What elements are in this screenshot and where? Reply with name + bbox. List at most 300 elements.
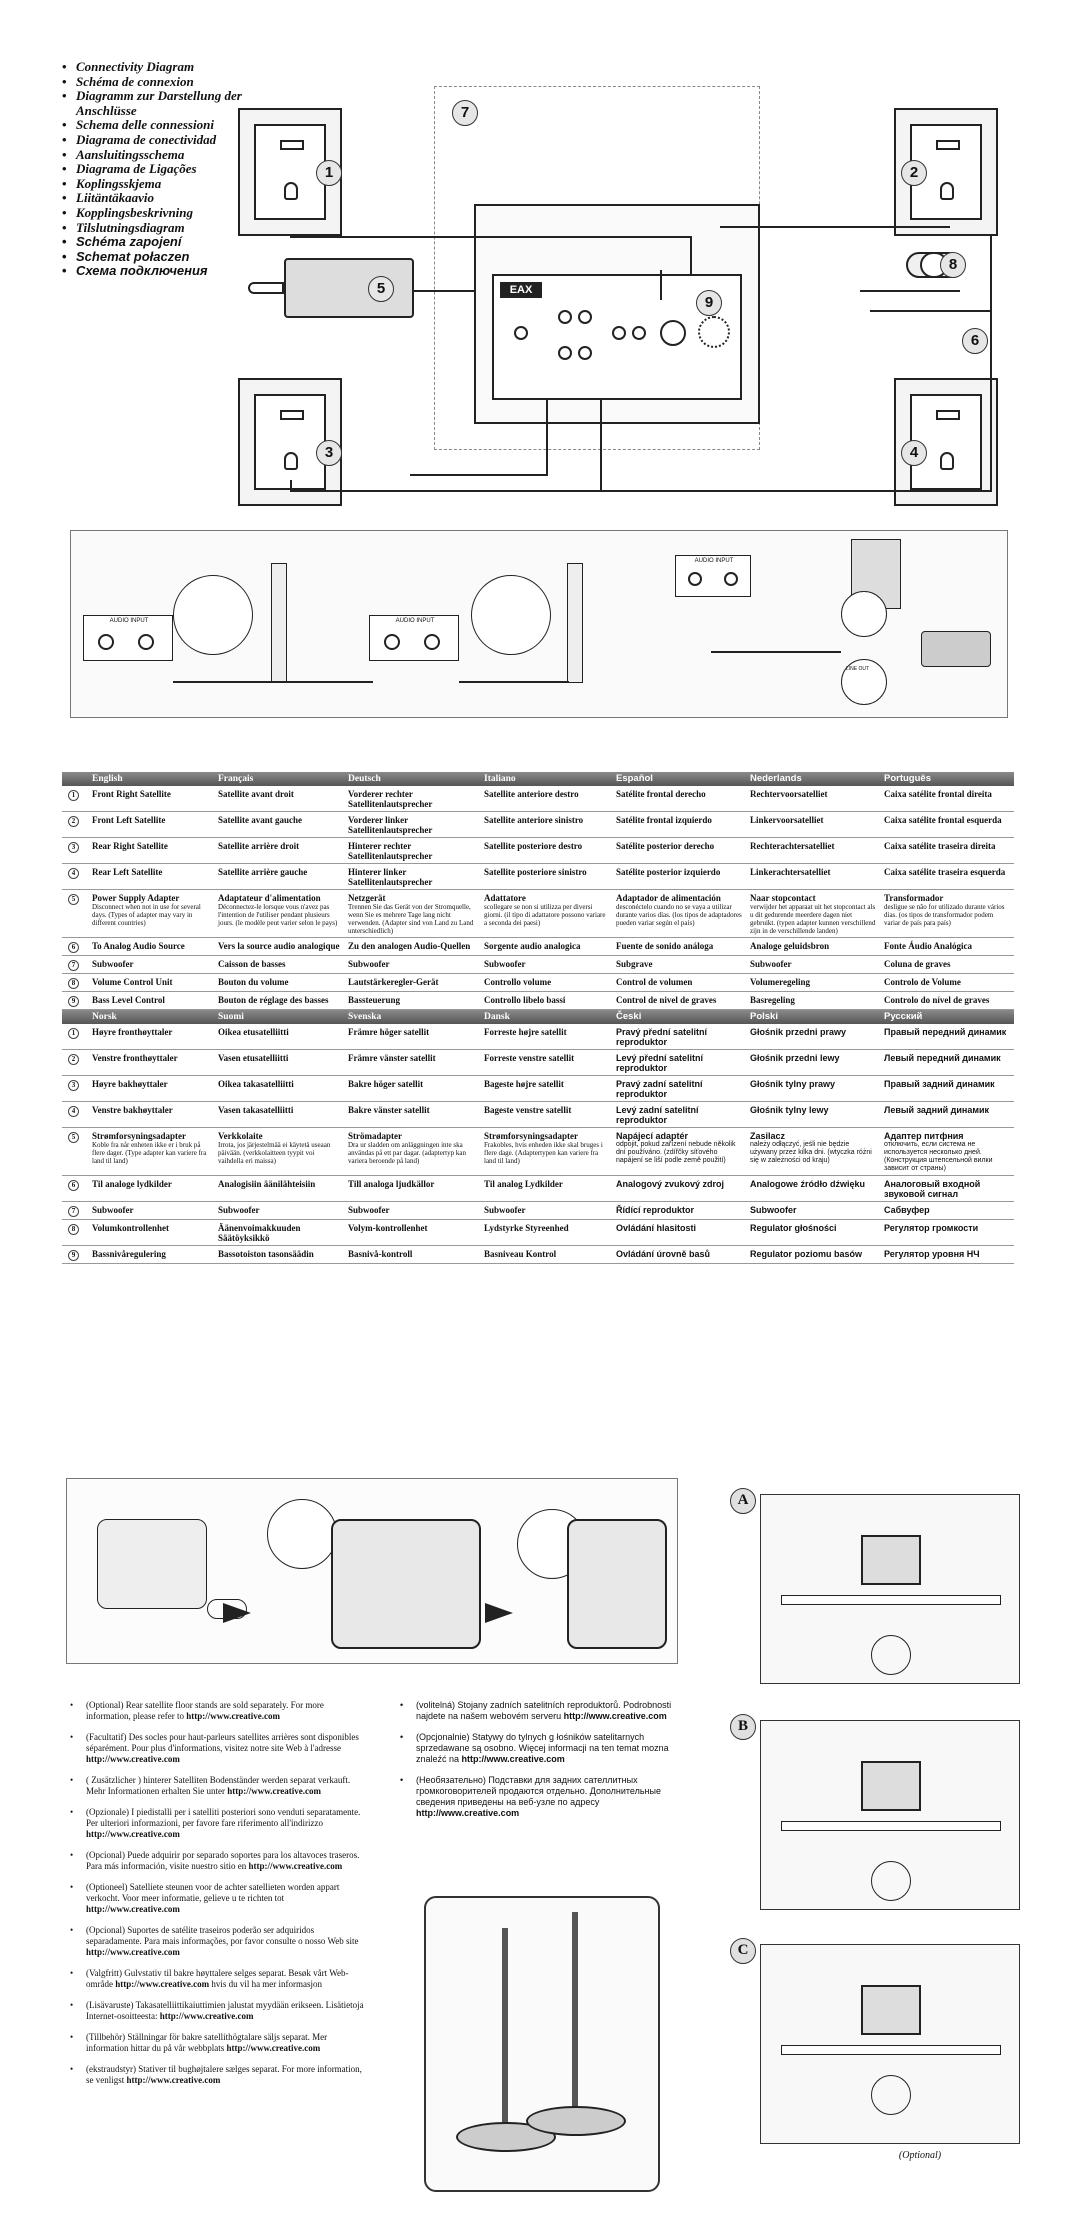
table-header	[62, 1010, 1014, 1024]
table-cell: Řídící reproduktor	[616, 1205, 695, 1215]
table-cell: Äänenvoimakkuuden Säätöyksikkö	[218, 1223, 301, 1243]
creative-link[interactable]: http://www.creative.com	[115, 1979, 210, 1989]
power-plug-icon	[248, 282, 284, 294]
table-cell: Oikea etusatelliitti	[218, 1027, 289, 1037]
table-cell: Vers la source audio analogique	[218, 941, 340, 951]
chair-icon	[871, 1861, 911, 1901]
table-cell: Адаптер питфния отключить, если система не используется несколько дней. (Конструкция штепсельной вилки зависит от страны)	[880, 1131, 1014, 1173]
callout-number: 3	[316, 440, 342, 466]
sound-card-bracket	[567, 563, 583, 683]
connection-detail-panel	[70, 530, 1008, 718]
chair-icon	[871, 2075, 911, 2115]
table-cell: Satélite posterior izquierdo	[616, 867, 721, 877]
table-row	[62, 1220, 1014, 1246]
table-cell: Bageste højre satellit	[484, 1079, 564, 1089]
table-cell: Caixa satélite traseira esquerda	[884, 867, 1006, 877]
row-number: 1	[62, 1027, 88, 1047]
audio-input-panel	[369, 615, 459, 661]
table-cell: Регулятор громкости	[884, 1223, 979, 1233]
panel-letter: A	[730, 1488, 756, 1514]
table-cell: Controllo libelo bassi	[484, 995, 566, 1005]
stand-base	[526, 2106, 626, 2136]
table-cell: Hinterer linker Satellitenlautsprecher	[348, 867, 433, 887]
table-cell: Bageste venstre satellit	[484, 1105, 572, 1115]
portable-player-icon	[921, 631, 991, 667]
cell-note: desligue se não for utilizado durante vários dias. (os tipos de transformador podem variar de país para país)	[884, 903, 1005, 927]
table-row	[62, 1102, 1014, 1128]
stand-pole	[572, 1912, 578, 2112]
creative-link[interactable]: http://www.creative.com	[461, 1754, 565, 1764]
table-cell: Strømforsyningsadapter Frakobles, hvis enheden ikke skal bruges i flere dage. (Adaptertypen kan variere fra land til land)	[480, 1131, 612, 1173]
column-header: English	[92, 774, 123, 784]
callout-number: 5	[368, 276, 394, 302]
zoom-circle	[173, 575, 253, 655]
table-cell: Głośnik tylny lewy	[750, 1105, 829, 1115]
table-row	[62, 1128, 1014, 1176]
table-cell: Til analoge lydkilder	[92, 1179, 172, 1189]
table-row	[62, 1202, 1014, 1220]
table-cell: Analoge geluidsbron	[750, 941, 830, 951]
creative-link[interactable]: http://www.creative.com	[563, 1711, 667, 1721]
optional-caption: (Optional)	[898, 2150, 942, 2161]
table-cell: Coluna de graves	[884, 959, 951, 969]
table-cell: Linkervoorsatelliet	[750, 815, 824, 825]
table-cell: Regulator poziomu basów	[750, 1249, 863, 1259]
table-cell: Bassotoiston tasonsäädin	[218, 1249, 314, 1259]
table-cell: Vasen etusatelliitti	[218, 1053, 289, 1063]
row-number: 5	[62, 1131, 88, 1173]
connectivity-diagram	[0, 0, 1080, 520]
note-item: • (Opzionale) I piedistalli per i satelliti posteriori sono venduti separatamente. Per ulteriori informazioni, per favore fare riferimento all'indirizzo http://www.creative.com	[70, 1807, 370, 1840]
translation-table	[62, 772, 1014, 1264]
sound-card-bracket	[271, 563, 287, 683]
table-cell: Analogowe źródło dźwięku	[750, 1179, 866, 1189]
table-cell: Ovládání úrovně basů	[616, 1249, 711, 1259]
table-cell: Subgrave	[616, 959, 653, 969]
table-cell: Bassnivåregulering	[92, 1249, 166, 1259]
table-cell: Analogisiin äänilähteisiin	[218, 1179, 316, 1189]
column-header: Nederlands	[750, 773, 802, 784]
table-cell: Strömadapter Dra ur sladden om anläggningen inte ska användas på ett par dagar. (adaptertyp kan variera beroende på land)	[344, 1131, 480, 1173]
table-cell: Pravý zadní satelitní reproduktor	[616, 1079, 703, 1099]
table-cell: Caisson de basses	[218, 959, 286, 969]
table-row	[62, 1176, 1014, 1202]
callout-number: 8	[940, 252, 966, 278]
table-row	[62, 956, 1014, 974]
table-cell: Satellite posteriore sinistro	[484, 867, 587, 877]
bass-knob-icon	[698, 316, 730, 348]
panel-letter: B	[730, 1714, 756, 1740]
table-cell: Satélite frontal izquierdo	[616, 815, 712, 825]
table-cell: Controllo volume	[484, 977, 552, 987]
header-spacer	[62, 1010, 88, 1024]
table-cell: Satellite anteriore sinistro	[484, 815, 584, 825]
table-cell: Caixa satélite frontal esquerda	[884, 815, 1002, 825]
cable	[720, 226, 950, 228]
cable	[990, 236, 992, 492]
table-cell: Satélite posterior derecho	[616, 841, 715, 851]
table-cell: Fonte Áudio Analógica	[884, 941, 973, 951]
table-cell: Pravý přední satelitní reproduktor	[616, 1027, 708, 1047]
zoom-circle	[267, 1499, 337, 1569]
table-cell: Oikea takasatelliitti	[218, 1079, 294, 1089]
row-number: 8	[62, 977, 88, 989]
creative-link[interactable]: http://www.creative.com	[248, 1861, 343, 1871]
notes-left	[70, 1700, 370, 2096]
table-cell: Głośnik przedni lewy	[750, 1053, 840, 1063]
chair-icon	[871, 1635, 911, 1675]
note-item: • (volitelná) Stojany zadních satelitních reproduktorů. Podrobnosti najdete na našem webovém serveru http://www.creative.com	[400, 1700, 690, 1722]
title-item: • Diagrama de conectividad	[62, 133, 282, 148]
table-cell: Vasen takasatelliitti	[218, 1105, 294, 1115]
table-cell: Ovládání hlasitosti	[616, 1223, 697, 1233]
table-row	[62, 1024, 1014, 1050]
monitor-icon	[567, 1519, 667, 1649]
cable	[410, 474, 548, 476]
table-cell: Analogový zvukový zdroj	[616, 1179, 725, 1189]
column-header: Svenska	[348, 1012, 382, 1022]
rca-jack-icon	[558, 310, 572, 324]
creative-link[interactable]: http://www.creative.com	[86, 1829, 180, 1839]
creative-link[interactable]: http://www.creative.com	[226, 2043, 321, 2053]
table-cell: Аналоговый входной звуковой сигнал	[884, 1179, 981, 1199]
table-cell: Basnivå-kontroll	[348, 1249, 413, 1259]
zoom-circle	[471, 575, 551, 655]
table-cell: Zu den analogen Audio-Quellen	[348, 941, 471, 951]
row-number: 7	[62, 1205, 88, 1217]
table-cell: Høyre bakhøyttaler	[92, 1079, 168, 1089]
table-cell: Basregeling	[750, 995, 795, 1005]
column-header: Français	[218, 774, 254, 784]
table-cell: Regulator głośności	[750, 1223, 837, 1233]
cell-note: отключить, если система не используется несколько дней. (Конструкция штепсельной вилки зависит от страны)	[884, 1141, 993, 1172]
audio-input-label: AUDIO INPUT	[109, 618, 149, 624]
table-row	[62, 864, 1014, 890]
audio-input-label: AUDIO INPUT	[694, 558, 734, 564]
monitor-icon	[331, 1519, 481, 1649]
din-jack-icon	[660, 320, 686, 346]
column-header: Português	[884, 773, 931, 784]
table-cell: Control de volumen	[616, 977, 693, 987]
note-item: • (Opcjonalnie) Statywy do tylnych g łośników satelitarnych sprzedawane są osobno. Więcej informacji na ten temat mozna znaleźć na http://www.creative.com	[400, 1732, 690, 1765]
table-cell: Правый задний динамик	[884, 1079, 995, 1089]
table-cell: Bakre vänster satellit	[348, 1105, 430, 1115]
table-cell: Control de nivel de graves	[616, 995, 717, 1005]
table-row	[62, 992, 1014, 1010]
row-number: 4	[62, 867, 88, 887]
stand-pole	[502, 1928, 508, 2128]
note-item: • (Tillbehör) Ställningar för bakre satellithögtalare säljs separat. Mer information hittar du på vår webbplats http://www.creative.com	[70, 2032, 370, 2054]
callout-number: 2	[901, 160, 927, 186]
row-number: 7	[62, 959, 88, 971]
table-cell: Rechterachtersatelliet	[750, 841, 835, 851]
desk-icon	[781, 1821, 1001, 1831]
title-item: • Schéma zapojení	[62, 235, 282, 250]
rca-jack-icon	[612, 326, 626, 340]
table-cell: Rechtervoorsatelliet	[750, 789, 828, 799]
table-cell: Vorderer rechter Satellitenlautsprecher	[348, 789, 433, 809]
cell-note: Disconnect when not in use for several days. (Types of adapter may vary in different countries)	[92, 903, 201, 927]
table-cell: Правый передний динамик	[884, 1027, 1007, 1037]
table-cell: Subwoofer	[348, 959, 390, 969]
title-item: • Схема подключения	[62, 264, 282, 279]
cell-note: Irrota, jos järjestelmää ei käytetä useaan päivään. (verkkolaitteen tyypit voi vaihdella eri maissa)	[218, 1141, 331, 1165]
note-item: • (Optional) Rear satellite floor stands are sold separately. For more information, please refer to http://www.creative.com	[70, 1700, 370, 1722]
title-item: • Aansluitingsschema	[62, 148, 282, 163]
note-item: • (Optioneel) Satelliete steunen voor de achter satellieten worden appart verkocht. Voor meer informatie, gelieve u te richten tot http://www.creative.com	[70, 1882, 370, 1915]
title-item: • Diagramm zur Darstellung der Anschlüsse	[62, 89, 282, 118]
table-cell: Venstre fronthøyttaler	[92, 1053, 178, 1063]
placement-scene-b	[760, 1720, 1020, 1910]
table-cell: To Analog Audio Source	[92, 941, 185, 951]
cell-note: Trennen Sie das Gerät von der Stromquelle, wenn Sie es mehrere Tage lang nicht verwenden. (Adapter sind von Land zu Land unterschiedlich)	[348, 903, 474, 935]
table-cell: Levý přední satelitní reproduktor	[616, 1053, 704, 1073]
line-out-label: LINE OUT	[846, 666, 870, 672]
table-cell: Front Left Satellite	[92, 815, 166, 825]
table-cell: Till analoga ljudkällor	[348, 1179, 435, 1189]
row-number: 2	[62, 815, 88, 835]
cable	[290, 490, 990, 492]
jack-icon	[138, 634, 154, 650]
title-item: • Schéma de connexion	[62, 75, 282, 90]
row-number: 9	[62, 1249, 88, 1261]
note-item: • (ekstraudstyr) Stativer til bughøjtalere sælges separat. For more information, se venligst http://www.creative.com	[70, 2064, 370, 2086]
table-cell: Bouton de réglage des basses	[218, 995, 329, 1005]
zoom-circle	[841, 659, 887, 705]
creative-link[interactable]: http://www.creative.com	[126, 2075, 221, 2085]
creative-link[interactable]: http://www.creative.com	[227, 1786, 322, 1796]
table-cell: Subwoofer	[92, 959, 134, 969]
table-cell: Høyre fronthøyttaler	[92, 1027, 173, 1037]
table-row	[62, 1246, 1014, 1264]
table-cell: Front Right Satellite	[92, 789, 171, 799]
callout-number: 1	[316, 160, 342, 186]
floor-stand-illustration	[424, 1896, 660, 2192]
table-cell: Caixa satélite traseira direita	[884, 841, 996, 851]
table-cell: Rear Left Satellite	[92, 867, 163, 877]
callout-number: 4	[901, 440, 927, 466]
rca-jack-icon	[578, 346, 592, 360]
table-row	[62, 938, 1014, 956]
cell-note: odpojit, pokud zařízení nebude několik dní používáno. (zdířčky síťového napájení se liší podle země použití)	[616, 1141, 736, 1164]
table-cell: Hinterer rechter Satellitenlautsprecher	[348, 841, 433, 861]
jack-icon	[688, 572, 702, 586]
column-header: Suomi	[218, 1012, 244, 1022]
creative-link[interactable]: http://www.creative.com	[159, 2011, 254, 2021]
speaker-clip-icon	[97, 1519, 207, 1609]
rca-jack-icon	[558, 346, 572, 360]
table-cell: Subwoofer	[750, 1205, 797, 1215]
table-row	[62, 838, 1014, 864]
title-item: • Schema delle connessioni	[62, 118, 282, 133]
table-cell: Satellite posteriore destro	[484, 841, 583, 851]
table-cell: Bass Level Control	[92, 995, 165, 1005]
power-jack-icon	[514, 326, 528, 340]
table-cell: Subwoofer	[750, 959, 792, 969]
table-cell: Satellite avant gauche	[218, 815, 302, 825]
title-item: • Koplingsskjema	[62, 177, 282, 192]
row-number: 6	[62, 1179, 88, 1199]
table-cell: Satellite anteriore destro	[484, 789, 579, 799]
table-cell: Vorderer linker Satellitenlautsprecher	[348, 815, 433, 835]
row-number: 2	[62, 1053, 88, 1073]
table-cell: Volumeregeling	[750, 977, 810, 987]
note-item: • (Opcional) Puede adquirir por separado soportes para los altavoces traseros. Para más información, visite nuestro sitio en http://www.creative.com	[70, 1850, 370, 1872]
cable	[690, 236, 692, 276]
cable	[290, 236, 690, 238]
title-item: • Kopplingsbeskrivning	[62, 206, 282, 221]
table-cell: Satélite frontal derecho	[616, 789, 706, 799]
creative-link[interactable]: http://www.creative.com	[86, 1904, 180, 1914]
cable	[860, 290, 960, 292]
audio-input-label: AUDIO INPUT	[395, 618, 435, 624]
table-cell: Satellite arrière droit	[218, 841, 300, 851]
cell-note: Frakobles, hvis enheden ikke skal bruges i flere dage. (Adaptertypen kan variere fra land til land)	[484, 1141, 603, 1165]
table-cell: Lydstyrke Styreenhed	[484, 1223, 569, 1233]
table-cell: Forreste højre satellit	[484, 1027, 567, 1037]
table-cell: Strømforsyningsadapter Koble fra når enheten ikke er i bruk på flere dager. (Type adapter kan variere fra land til land)	[88, 1131, 214, 1173]
table-cell: Adattatore scollegare se non si utilizza per diversi giorni. (il tipo di adattatore possono variare a seconda dei paesi)	[480, 893, 612, 935]
table-cell: Bakre höger satellit	[348, 1079, 424, 1089]
desk-icon	[781, 1595, 1001, 1605]
cable	[870, 310, 990, 312]
table-cell: Til analog Lydkilder	[484, 1179, 563, 1189]
table-cell: Subwoofer	[484, 959, 526, 969]
table-cell: Power Supply Adapter Disconnect when not in use for several days. (Types of adapter may vary in different countries)	[88, 893, 214, 935]
note-item: • (Необязательно) Подставки для задних сателлитных громкоговорителей продаются отдельно. Дополнительные сведения приведены на веб-узле по адресу http://www.creative.com	[400, 1775, 690, 1819]
table-cell: Subwoofer	[348, 1205, 390, 1215]
table-cell: Adaptateur d'alimentation Déconnectez-le lorsque vous n'avez pas l'intention de l'utiliser pendant plusieurs jours. (le modèle peut varier selon le pays)	[214, 893, 344, 935]
placement-scene-c	[760, 1944, 1020, 2144]
callout-number: 9	[696, 290, 722, 316]
table-cell: Napájecí adaptér odpojit, pokud zařízení nebude několik dní používáno. (zdířčky síťového napájení se liší podle země použití)	[612, 1131, 746, 1173]
table-row	[62, 786, 1014, 812]
table-cell: Głośnik tylny prawy	[750, 1079, 836, 1089]
creative-link[interactable]: http://www.creative.com	[416, 1808, 520, 1818]
table-cell: Naar stopcontact verwijder het apparaat uit het stopcontact als u dit gedurende meerdere dagen niet gebruikt. (typen adapter kunnen verschillend zijn in de verschillende landen)	[750, 893, 876, 935]
title-item: • Liitäntäkaavio	[62, 191, 282, 206]
table-cell: Subwoofer	[484, 1205, 526, 1215]
table-cell: Левый задний динамик	[884, 1105, 990, 1115]
table-cell: Volumkontrollenhet	[92, 1223, 170, 1233]
cable	[600, 400, 602, 492]
column-header: Español	[616, 773, 653, 784]
creative-link[interactable]: http://www.creative.com	[86, 1754, 180, 1764]
placement-scene-a	[760, 1494, 1020, 1684]
table-cell: Linkerachtersatelliet	[750, 867, 831, 877]
table-cell: Controlo de Volume	[884, 977, 961, 987]
notes-right	[400, 1700, 690, 1829]
column-header: Italiano	[484, 774, 516, 784]
table-cell: Sorgente audio analogica	[484, 941, 581, 951]
column-header: Русский	[884, 1011, 923, 1022]
panel-letter: C	[730, 1938, 756, 1964]
rca-jack-icon	[632, 326, 646, 340]
table-cell: Netzgerät Trennen Sie das Gerät von der Stromquelle, wenn Sie es mehrere Tage lang nicht verwenden. (Adapter sind von Land zu Land unterschiedlich)	[344, 893, 480, 935]
table-cell: Controlo do nível de graves	[884, 995, 990, 1005]
cell-note: Dra ur sladden om anläggningen inte ska användas på ett par dagar. (adaptertyp kan variera beroende på land)	[348, 1141, 466, 1165]
monitor-icon	[861, 1985, 921, 2035]
table-cell: Volym-kontrollenhet	[348, 1223, 428, 1233]
eax-logo: EAX	[500, 282, 542, 298]
table-cell: Främre höger satellit	[348, 1027, 430, 1037]
title-item: • Diagrama de Ligações	[62, 162, 282, 177]
table-cell: Caixa satélite frontal direita	[884, 789, 992, 799]
table-cell: Subwoofer	[218, 1205, 260, 1215]
arrow-right-icon	[485, 1603, 513, 1623]
table-cell: Rear Right Satellite	[92, 841, 168, 851]
jack-icon	[384, 634, 400, 650]
cell-note: należy odłączyć, jeśli nie będzie używany przez kilka dni. (wtyczka różni się w zależności od kraju)	[750, 1141, 872, 1164]
table-cell: Subwoofer	[92, 1205, 134, 1215]
cable	[546, 400, 548, 474]
rca-jack-icon	[578, 310, 592, 324]
column-header: Deutsch	[348, 774, 381, 784]
table-cell: Forreste venstre satellit	[484, 1053, 575, 1063]
cell-note: Déconnectez-le lorsque vous n'avez pas l'intention de l'utiliser pendant plusieurs jours. (le modèle peut varier selon le pays)	[218, 903, 338, 927]
jack-icon	[724, 572, 738, 586]
table-cell: Volume Control Unit	[92, 977, 173, 987]
row-number: 8	[62, 1223, 88, 1243]
placement-panels	[710, 1474, 1030, 2178]
row-number: 6	[62, 941, 88, 953]
column-header: Dansk	[484, 1012, 510, 1022]
table-row	[62, 812, 1014, 838]
jack-icon	[98, 634, 114, 650]
cell-note: scollegare se non si utilizza per diversi giorni. (il tipo di adattatore possono variare a seconda dei paesi)	[484, 903, 606, 927]
power-adapter	[284, 258, 414, 318]
column-header: Norsk	[92, 1012, 117, 1022]
monitor-icon	[861, 1535, 921, 1585]
table-row	[62, 1050, 1014, 1076]
table-cell: Levý zadní satelitní reproduktor	[616, 1105, 699, 1125]
zoom-circle	[841, 591, 887, 637]
table-cell: Bouton du volume	[218, 977, 289, 987]
table-cell: Satellite arrière gauche	[218, 867, 308, 877]
note-item: • (Lisävaruste) Takasatelliittikaiuttimien jalustat myydään erikseen. Lisätietoja Internet-osoitteesta: http://www.creative.com	[70, 2000, 370, 2022]
table-cell: Zasilacz należy odłączyć, jeśli nie będzie używany przez kilka dni. (wtyczka różni się w zależności od kraju)	[746, 1131, 880, 1173]
table-cell: Bassteuerung	[348, 995, 401, 1005]
creative-link[interactable]: http://www.creative.com	[186, 1711, 281, 1721]
table-cell: Регулятор уровня НЧ	[884, 1249, 980, 1259]
row-number: 3	[62, 841, 88, 861]
cable	[290, 480, 292, 492]
column-header: Česki	[616, 1011, 642, 1022]
audio-input-panel	[83, 615, 173, 661]
header-spacer	[62, 772, 88, 786]
cable	[711, 651, 841, 653]
table-cell: Basniveau Kontrol	[484, 1249, 557, 1259]
table-cell: Venstre bakhøyttaler	[92, 1105, 173, 1115]
creative-link[interactable]: http://www.creative.com	[86, 1947, 180, 1957]
row-number: 9	[62, 995, 88, 1007]
cable	[173, 681, 373, 683]
note-item: • (Valgfritt) Gulvstativ til bakre høyttalere selges separat. Besøk vårt Web-område http://www.creative.com hvis du vil ha mer informasjon	[70, 1968, 370, 1990]
row-number: 4	[62, 1105, 88, 1125]
table-cell: Verkkolaite Irrota, jos järjestelmää ei käytetä useaan päivään. (verkkolaitteen tyypit voi vaihdella eri maissa)	[214, 1131, 344, 1173]
table-cell: Adaptador de alimentación desconéctelo cuando no se vaya a utilizar durante varios días. (los tipos de adaptadores pueden variar según el país)	[616, 893, 742, 927]
table-cell: Fuente de sonido análoga	[616, 941, 714, 951]
table-cell: Främre vänster satellit	[348, 1053, 436, 1063]
monitor-icon	[861, 1761, 921, 1811]
callout-number: 7	[452, 100, 478, 126]
note-item: • (Opcional) Suportes de satélite traseiros poderão ser adquiridos separadamente. Para mais informações, por favor consulte o nosso Web site http://www.creative.com	[70, 1925, 370, 1958]
table-row	[62, 974, 1014, 992]
row-number: 5	[62, 893, 88, 935]
cable	[459, 681, 569, 683]
table-row	[62, 1076, 1014, 1102]
cable	[660, 270, 662, 300]
